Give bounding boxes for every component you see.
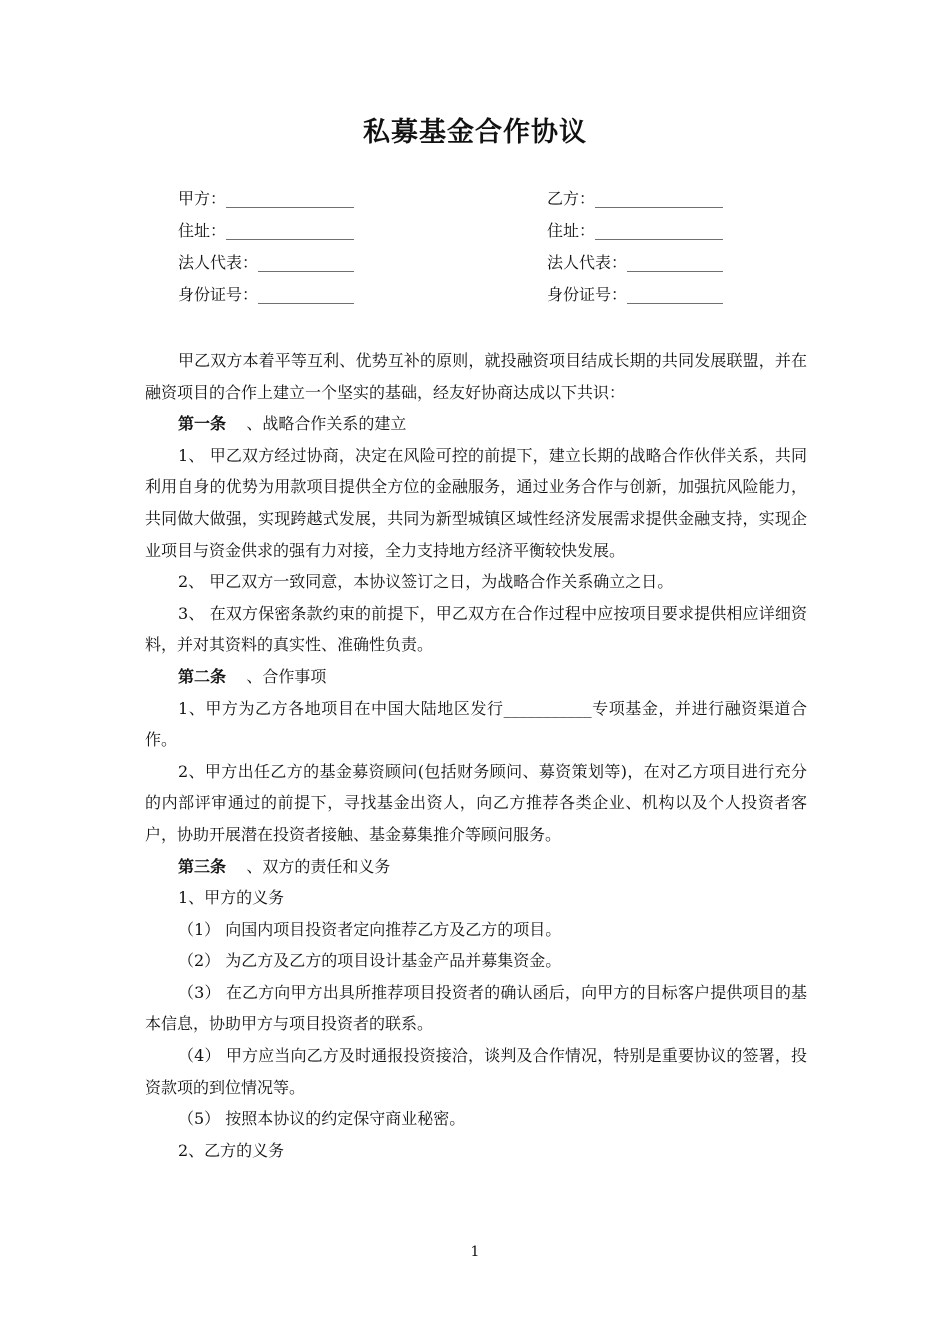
article-3-heading — [145, 851, 807, 883]
article-title: 、战略合作关系的建立 — [246, 414, 407, 434]
field-label: 甲方： — [178, 189, 227, 208]
agreement-body — [145, 345, 807, 1166]
party-a-address-line — [178, 220, 354, 252]
duty-number: （4） — [178, 1046, 221, 1066]
field-label: 身份证号： — [547, 285, 628, 304]
party-b-name-line — [547, 188, 723, 220]
blank-line: ____________ — [258, 285, 355, 304]
duty-item — [145, 1103, 807, 1135]
article-title: 、合作事项 — [246, 666, 327, 686]
blank-line: ____________ — [627, 253, 724, 272]
subsection-heading: 1、甲方的义务 — [178, 888, 285, 908]
party-a-id-line — [178, 284, 354, 316]
intro-paragraph: 甲乙双方本着平等互利、优势互补的原则，就投融资项目结成长期的共同发展联盟，并在融资项目的合作上建立一个坚实的基础，经友好协商达成以下共识： — [145, 351, 807, 402]
field-label: 乙方： — [547, 189, 596, 208]
duty-text: 按照本协议的约定保守商业秘密。 — [225, 1109, 466, 1129]
blank-line: ________________ — [595, 189, 724, 208]
blank-line: ________________ — [226, 189, 355, 208]
party-b-legal-rep-line — [547, 252, 723, 284]
article-label: 第一条 — [178, 414, 227, 434]
field-label: 身份证号： — [178, 285, 259, 304]
blank-line: ____________ — [258, 253, 355, 272]
duty-item — [145, 977, 807, 1040]
party-a-name-line — [178, 188, 354, 220]
article-2-item: 1、甲方为乙方各地项目在中国大陆地区发行___________专项基金，并进行融资渠道合作。 — [145, 698, 807, 750]
article-1-item: 1、 甲乙双方经过协商，决定在风险可控的前提下，建立长期的战略合作伙伴关系，共同利用自身的优势为用款项目提供全方位的金融服务，通过业务合作与创新，加强抗风险能力，共同做大做强，实现跨越式发展，共同为新型城镇区域性经济发展需求提供金融支持，实现企业项目与资金供求的强有力对接，全力支持地方经济平衡较快发展。 — [145, 445, 807, 560]
article-1-heading — [145, 408, 807, 440]
blank-line: ________________ — [595, 221, 724, 240]
field-label: 住址： — [178, 221, 227, 240]
article-1-item: 2、 甲乙双方一致同意，本协议签订之日，为战略合作关系确立之日。 — [178, 572, 674, 592]
subsection-heading: 2、乙方的义务 — [178, 1140, 285, 1160]
article-2-item: 2、甲方出任乙方的基金募资顾问(包括财务顾问、募资策划等)，在对乙方项目进行充分的内部评审通过的前提下，寻找基金出资人，向乙方推荐各类企业、机构以及个人投资者客户，协助开展潜在投资者接触、基金募集推介等顾问服务。 — [145, 761, 807, 844]
duty-number: （2） — [178, 951, 221, 971]
duty-item — [145, 914, 807, 946]
page-number: 1 — [470, 1244, 480, 1260]
article-label: 第三条 — [178, 856, 227, 876]
party-b-address-line — [547, 220, 723, 252]
document-title: 私募基金合作协议 — [363, 117, 587, 148]
duty-text: 甲方应当向乙方及时通报投资接洽，谈判及合作情况，特别是重要协议的签署，投资款项的到位情况等。 — [145, 1046, 807, 1097]
blank-line: ________________ — [226, 221, 355, 240]
party-a-block — [178, 188, 354, 316]
duty-text: 在乙方向甲方出具所推荐项目投资者的确认函后，向甲方的目标客户提供项目的基本信息，协助甲方与项目投资者的联系。 — [145, 982, 807, 1034]
article-label: 第二条 — [178, 666, 227, 686]
article-2-heading — [145, 661, 807, 693]
duty-number: （1） — [178, 919, 221, 939]
party-b-id-line — [547, 284, 723, 316]
field-label: 住址： — [547, 221, 596, 240]
blank-line: ____________ — [627, 285, 724, 304]
article-title: 、双方的责任和义务 — [246, 856, 391, 876]
duty-item — [145, 945, 807, 977]
duty-text: 为乙方及乙方的项目设计基金产品并募集资金。 — [225, 951, 562, 971]
duty-number: （3） — [178, 982, 221, 1002]
party-b-block — [547, 188, 723, 316]
duty-text: 向国内项目投资者定向推荐乙方及乙方的项目。 — [225, 919, 562, 939]
article-1-item: 3、 在双方保密条款约束的前提下，甲乙双方在合作过程中应按项目要求提供相应详细资料，并对其资料的真实性、准确性负责。 — [145, 603, 807, 655]
party-a-legal-rep-line — [178, 252, 354, 284]
duty-number: （5） — [178, 1109, 221, 1129]
field-label: 法人代表： — [178, 253, 259, 272]
field-label: 法人代表： — [547, 253, 628, 272]
duty-item — [145, 1040, 807, 1103]
